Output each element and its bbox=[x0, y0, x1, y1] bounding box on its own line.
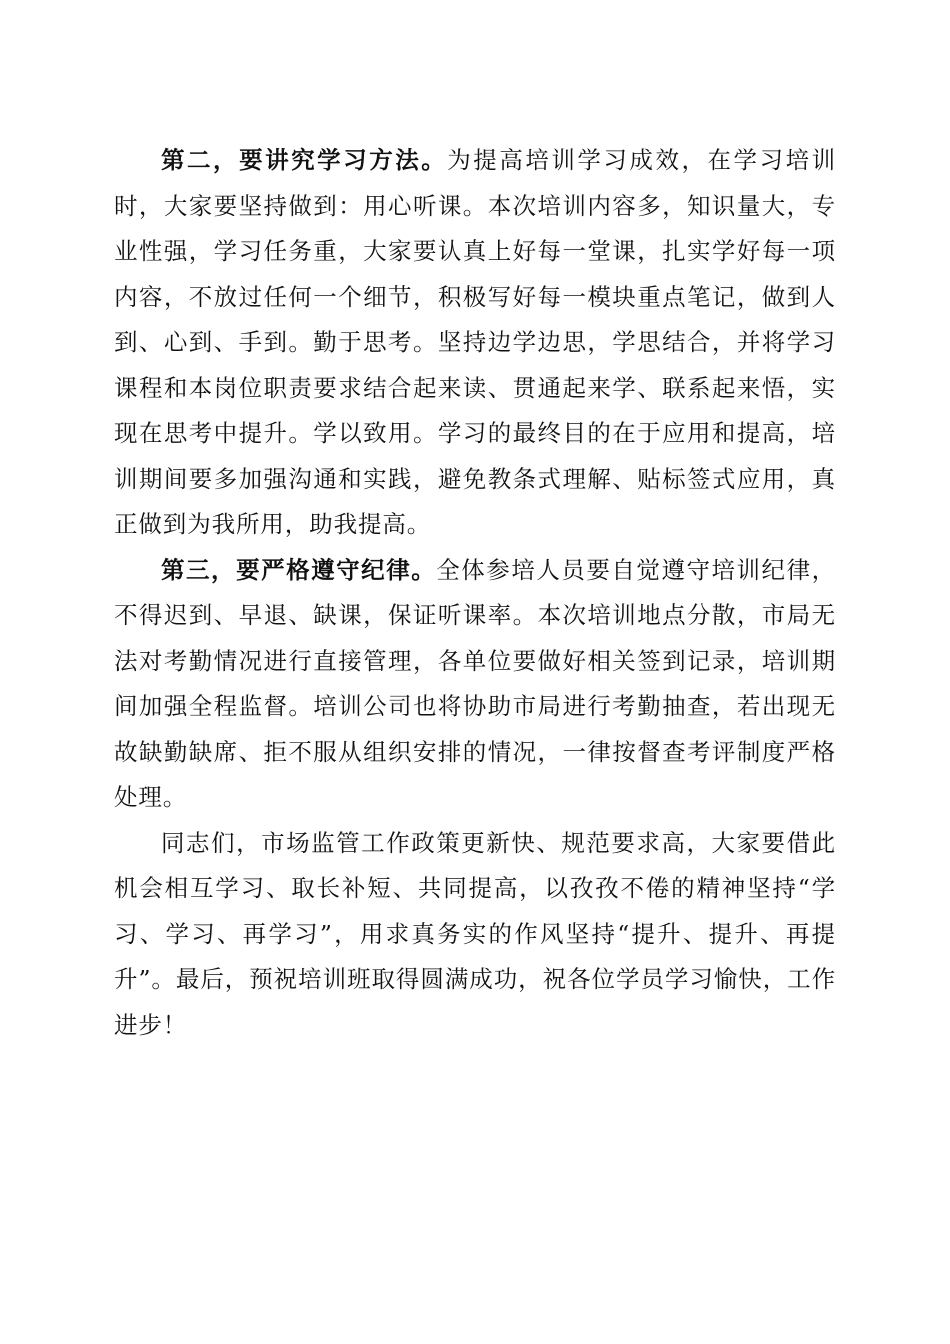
paragraph-text: 全体参培人员要自觉遵守培训纪律，不得迟到、早退、缺课，保证听课率。本次培训地点分散，市局无法对考勤情况进行直接管理，各单位要做好相关签到记录，培训期间加强全程监督。培训公司也将协助市局进行考勤抽查，若出现无故缺勤缺席、拒不服从组织安排的情况，一律按督查考评制度严格处理。 bbox=[114, 555, 836, 811]
document-body bbox=[114, 138, 836, 1048]
paragraph-study-methods bbox=[114, 138, 836, 548]
paragraph-text: 为提高培训学习成效，在学习培训时，大家要坚持做到：用心听课。本次培训内容多，知识量大，专业性强，学习任务重，大家要认真上好每一堂课，扎实学好每一项内容，不放过任何一个细节，积极写好每一模块重点笔记，做到人到、心到、手到。勤于思考。坚持边学边思，学思结合，并将学习课程和本岗位职责要求结合起来读、贯通起来学、联系起来悟，实现在思考中提升。学以致用。学习的最终目的在于应用和提高，培训期间要多加强沟通和实践，避免教条式理解、贴标签式应用，真正做到为我所用，助我提高。 bbox=[114, 146, 836, 538]
paragraph-closing bbox=[114, 821, 836, 1049]
paragraph-heading: 第二，要讲究学习方法。 bbox=[161, 146, 448, 174]
paragraph-heading: 第三，要严格遵守纪律。 bbox=[161, 555, 437, 584]
paragraph-discipline bbox=[114, 548, 836, 821]
paragraph-text: 同志们，市场监管工作政策更新快、规范要求高，大家要借此机会相互学习、取长补短、共同提高，以孜孜不倦的精神坚持“学习、学习、再学习”，用求真务实的作风坚持“提升、提升、再提升”。最后，预祝培训班取得圆满成功，祝各位学员学习愉快，工作进步！ bbox=[114, 828, 836, 1039]
